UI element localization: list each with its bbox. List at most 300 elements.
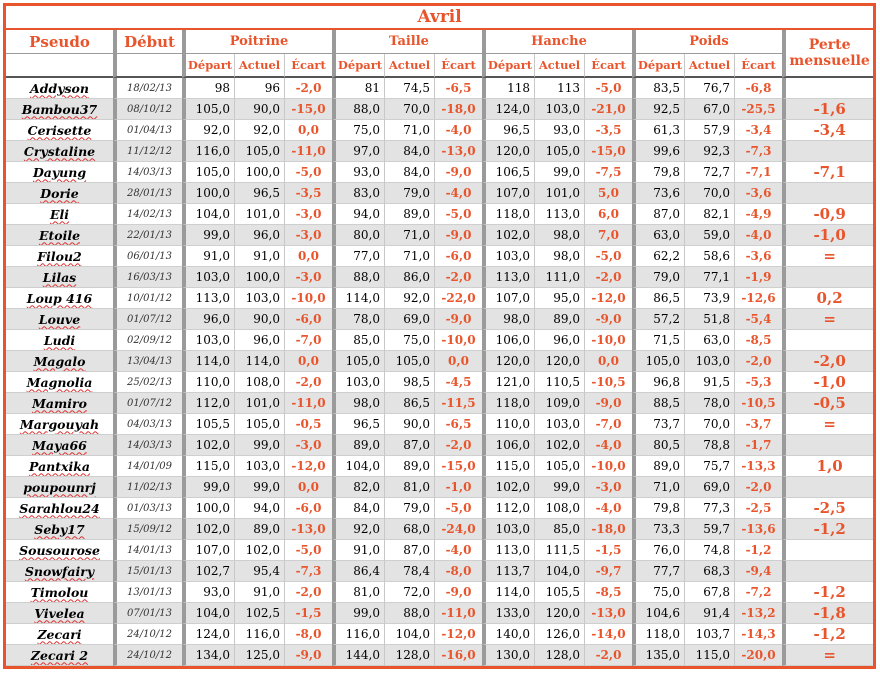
cell-poids-ecart: -8,5 (734, 330, 782, 351)
cell-poitrine-depart: 93,0 (182, 582, 234, 603)
cell-debut: 28/01/13 (113, 183, 182, 204)
cell-hanche-ecart: -10,0 (584, 456, 632, 477)
cell-hanche-ecart: -2,0 (584, 645, 632, 666)
cell-hanche-ecart: -15,0 (584, 141, 632, 162)
cell-poitrine-ecart: -8,0 (284, 624, 332, 645)
cell-taille-actuel: 79,0 (384, 498, 434, 519)
header-hanche: Hanche (482, 30, 632, 54)
cell-poids-ecart: -10,5 (734, 393, 782, 414)
pseudo-text: Maya66 (32, 437, 87, 453)
cell-poitrine-depart: 105,0 (182, 99, 234, 120)
subheader-poids-actuel: Actuel (684, 54, 734, 78)
cell-poitrine-depart: 124,0 (182, 624, 234, 645)
cell-hanche-depart: 140,0 (482, 624, 534, 645)
cell-poids-depart: 79,8 (632, 498, 684, 519)
cell-taille-depart: 80,0 (332, 225, 384, 246)
cell-poitrine-actuel: 100,0 (234, 267, 284, 288)
cell-taille-depart: 78,0 (332, 309, 384, 330)
cell-hanche-actuel: 113,0 (534, 204, 584, 225)
cell-poitrine-actuel: 101,0 (234, 393, 284, 414)
cell-hanche-actuel: 110,5 (534, 372, 584, 393)
cell-taille-ecart: -2,0 (434, 435, 482, 456)
cell-poids-actuel: 73,9 (684, 288, 734, 309)
cell-taille-ecart: -9,0 (434, 225, 482, 246)
header-poids: Poids (632, 30, 782, 54)
cell-poids-ecart: -4,0 (734, 225, 782, 246)
cell-poitrine-depart: 99,0 (182, 477, 234, 498)
cell-perte-mensuelle (782, 141, 873, 162)
pseudo-text: Bambou37 (21, 101, 98, 117)
cell-poids-ecart: -12,6 (734, 288, 782, 309)
cell-debut: 22/01/13 (113, 225, 182, 246)
cell-hanche-depart: 112,0 (482, 498, 534, 519)
cell-poitrine-depart: 96,0 (182, 309, 234, 330)
cell-perte-mensuelle (782, 183, 873, 204)
cell-debut: 07/01/13 (113, 603, 182, 624)
pseudo-text: Magnolia (26, 374, 93, 390)
cell-debut: 01/03/13 (113, 498, 182, 519)
cell-poitrine-depart: 105,5 (182, 414, 234, 435)
cell-poitrine-ecart: -3,0 (284, 204, 332, 225)
cell-poids-ecart: -7,1 (734, 162, 782, 183)
pseudo-text: Zecari 2 (30, 647, 89, 663)
cell-hanche-actuel: 99,0 (534, 162, 584, 183)
cell-poitrine-ecart: -7,0 (284, 330, 332, 351)
cell-taille-ecart: -11,0 (434, 603, 482, 624)
cell-poids-actuel: 91,5 (684, 372, 734, 393)
cell-hanche-ecart: -1,5 (584, 540, 632, 561)
cell-poids-ecart: -1,2 (734, 540, 782, 561)
cell-hanche-depart: 130,0 (482, 645, 534, 666)
cell-poids-ecart: -13,6 (734, 519, 782, 540)
cell-hanche-ecart: -5,0 (584, 78, 632, 99)
cell-perte-mensuelle: 0,2 (782, 288, 873, 309)
cell-poitrine-ecart: 0,0 (284, 477, 332, 498)
cell-poitrine-ecart: -13,0 (284, 519, 332, 540)
cell-poids-depart: 73,7 (632, 414, 684, 435)
pseudo-text: Addyson (30, 80, 89, 96)
cell-poids-actuel: 67,8 (684, 582, 734, 603)
cell-hanche-ecart: -4,0 (584, 435, 632, 456)
cell-poitrine-ecart: 0,0 (284, 246, 332, 267)
cell-taille-ecart: -22,0 (434, 288, 482, 309)
cell-poitrine-depart: 107,0 (182, 540, 234, 561)
cell-perte-mensuelle: -1,8 (782, 603, 873, 624)
table-row (6, 393, 873, 414)
cell-taille-depart: 83,0 (332, 183, 384, 204)
cell-poitrine-actuel: 96,0 (234, 330, 284, 351)
cell-poitrine-ecart: -10,0 (284, 288, 332, 309)
cell-hanche-depart: 118,0 (482, 204, 534, 225)
cell-poitrine-depart: 110,0 (182, 372, 234, 393)
cell-poitrine-actuel: 114,0 (234, 351, 284, 372)
cell-debut: 18/02/13 (113, 78, 182, 99)
cell-perte-mensuelle: -2,5 (782, 498, 873, 519)
cell-taille-actuel: 89,0 (384, 204, 434, 225)
cell-taille-depart: 88,0 (332, 99, 384, 120)
cell-taille-depart: 85,0 (332, 330, 384, 351)
cell-poids-ecart: -5,3 (734, 372, 782, 393)
header-poitrine: Poitrine (182, 30, 332, 54)
table-row (6, 477, 873, 498)
subheader-poids-depart: Départ (632, 54, 684, 78)
cell-poitrine-actuel: 96,0 (234, 225, 284, 246)
cell-poids-actuel: 78,0 (684, 393, 734, 414)
cell-perte-mensuelle: -3,4 (782, 120, 873, 141)
table-row (6, 435, 873, 456)
cell-poids-actuel: 75,7 (684, 456, 734, 477)
cell-taille-depart: 93,0 (332, 162, 384, 183)
cell-poitrine-actuel: 125,0 (234, 645, 284, 666)
cell-poitrine-actuel: 101,0 (234, 204, 284, 225)
table-row (6, 183, 873, 204)
cell-pseudo (6, 120, 113, 141)
cell-poids-ecart: -20,0 (734, 645, 782, 666)
cell-poitrine-depart: 104,0 (182, 603, 234, 624)
cell-poitrine-actuel: 99,0 (234, 477, 284, 498)
cell-taille-actuel: 70,0 (384, 99, 434, 120)
cell-hanche-ecart: -7,0 (584, 414, 632, 435)
cell-hanche-ecart: 7,0 (584, 225, 632, 246)
cell-taille-ecart: -5,0 (434, 204, 482, 225)
cell-poitrine-actuel: 94,0 (234, 498, 284, 519)
cell-poids-ecart: -3,6 (734, 183, 782, 204)
cell-debut: 15/09/12 (113, 519, 182, 540)
cell-poids-ecart: -2,0 (734, 477, 782, 498)
cell-taille-ecart: -4,0 (434, 183, 482, 204)
cell-poitrine-actuel: 91,0 (234, 582, 284, 603)
cell-taille-actuel: 81,0 (384, 477, 434, 498)
pseudo-text: Lilas (42, 269, 77, 285)
cell-taille-ecart: -11,5 (434, 393, 482, 414)
cell-poids-depart: 77,7 (632, 561, 684, 582)
header-debut-blank (113, 54, 182, 78)
cell-taille-actuel: 86,0 (384, 267, 434, 288)
cell-debut: 14/01/13 (113, 540, 182, 561)
cell-poitrine-ecart: -2,0 (284, 372, 332, 393)
cell-poids-ecart: -13,3 (734, 456, 782, 477)
table-row (6, 309, 873, 330)
cell-hanche-depart: 113,0 (482, 540, 534, 561)
cell-taille-ecart: -5,0 (434, 498, 482, 519)
cell-hanche-depart: 103,0 (482, 519, 534, 540)
header-perte-line2: mensuelle (789, 53, 870, 69)
cell-hanche-actuel: 113 (534, 78, 584, 99)
cell-poitrine-ecart: -3,5 (284, 183, 332, 204)
cell-poitrine-ecart: -9,0 (284, 645, 332, 666)
subheader-taille-ecart: Écart (434, 54, 482, 78)
cell-taille-ecart: -4,0 (434, 540, 482, 561)
cell-pseudo (6, 330, 113, 351)
table-row (6, 225, 873, 246)
cell-taille-actuel: 78,4 (384, 561, 434, 582)
cell-poids-depart: 99,6 (632, 141, 684, 162)
cell-poitrine-ecart: 0,0 (284, 351, 332, 372)
pseudo-text: Margouyah (19, 416, 100, 432)
cell-poitrine-ecart: 0,0 (284, 120, 332, 141)
cell-poids-actuel: 82,1 (684, 204, 734, 225)
cell-poids-ecart: -5,4 (734, 309, 782, 330)
cell-poids-depart: 79,0 (632, 267, 684, 288)
cell-debut: 14/01/09 (113, 456, 182, 477)
cell-poitrine-depart: 92,0 (182, 120, 234, 141)
table-row (6, 456, 873, 477)
cell-hanche-depart: 107,0 (482, 183, 534, 204)
cell-poids-ecart: -1,9 (734, 267, 782, 288)
cell-hanche-actuel: 89,0 (534, 309, 584, 330)
cell-poids-ecart: -3,6 (734, 246, 782, 267)
cell-taille-actuel: 87,0 (384, 435, 434, 456)
cell-poitrine-depart: 100,0 (182, 498, 234, 519)
cell-taille-actuel: 74,5 (384, 78, 434, 99)
cell-hanche-depart: 102,0 (482, 225, 534, 246)
cell-debut: 10/01/12 (113, 288, 182, 309)
cell-hanche-actuel: 109,0 (534, 393, 584, 414)
cell-poids-ecart: -3,4 (734, 120, 782, 141)
cell-poitrine-actuel: 102,0 (234, 540, 284, 561)
cell-poitrine-actuel: 90,0 (234, 99, 284, 120)
cell-hanche-ecart: -10,5 (584, 372, 632, 393)
cell-taille-depart: 77,0 (332, 246, 384, 267)
cell-poids-ecart: -9,4 (734, 561, 782, 582)
cell-poids-ecart: -13,2 (734, 603, 782, 624)
cell-taille-actuel: 68,0 (384, 519, 434, 540)
cell-taille-ecart: -9,0 (434, 582, 482, 603)
cell-perte-mensuelle: -0,9 (782, 204, 873, 225)
cell-hanche-ecart: -13,0 (584, 603, 632, 624)
cell-hanche-actuel: 105,0 (534, 141, 584, 162)
cell-poids-ecart: -2,5 (734, 498, 782, 519)
cell-pseudo (6, 78, 113, 99)
table-row (6, 78, 873, 99)
cell-poitrine-ecart: -12,0 (284, 456, 332, 477)
table-row (6, 519, 873, 540)
cell-poids-actuel: 69,0 (684, 477, 734, 498)
table-row (6, 120, 873, 141)
table-body (6, 78, 873, 666)
table-row (6, 162, 873, 183)
header-pseudo-blank (6, 54, 113, 78)
subheader-hanche-ecart: Écart (584, 54, 632, 78)
cell-debut: 06/01/13 (113, 246, 182, 267)
cell-taille-actuel: 69,0 (384, 309, 434, 330)
cell-hanche-actuel: 101,0 (534, 183, 584, 204)
table-row (6, 624, 873, 645)
cell-taille-ecart: -4,5 (434, 372, 482, 393)
cell-pseudo (6, 540, 113, 561)
cell-poids-actuel: 78,8 (684, 435, 734, 456)
cell-poids-depart: 61,3 (632, 120, 684, 141)
cell-taille-depart: 81,0 (332, 582, 384, 603)
cell-poitrine-ecart: -5,0 (284, 162, 332, 183)
cell-hanche-ecart: -14,0 (584, 624, 632, 645)
cell-pseudo (6, 246, 113, 267)
cell-poids-actuel: 77,3 (684, 498, 734, 519)
cell-perte-mensuelle (782, 78, 873, 99)
cell-taille-actuel: 84,0 (384, 141, 434, 162)
pseudo-text: Seby17 (34, 521, 85, 537)
cell-taille-depart: 103,0 (332, 372, 384, 393)
cell-poids-depart: 88,5 (632, 393, 684, 414)
cell-perte-mensuelle: -1,0 (782, 225, 873, 246)
cell-hanche-depart: 133,0 (482, 603, 534, 624)
cell-hanche-depart: 107,0 (482, 288, 534, 309)
cell-taille-depart: 96,5 (332, 414, 384, 435)
cell-poids-ecart: -3,7 (734, 414, 782, 435)
pseudo-text: Snowfairy (24, 563, 95, 579)
cell-pseudo (6, 582, 113, 603)
cell-perte-mensuelle: = (782, 246, 873, 267)
cell-taille-actuel: 128,0 (384, 645, 434, 666)
cell-perte-mensuelle (782, 477, 873, 498)
cell-poitrine-ecart: -11,0 (284, 141, 332, 162)
cell-poids-actuel: 76,7 (684, 78, 734, 99)
cell-poids-depart: 57,2 (632, 309, 684, 330)
cell-pseudo (6, 624, 113, 645)
cell-hanche-actuel: 98,0 (534, 225, 584, 246)
cell-taille-depart: 114,0 (332, 288, 384, 309)
cell-hanche-ecart: -8,5 (584, 582, 632, 603)
cell-hanche-ecart: -9,0 (584, 393, 632, 414)
pseudo-text: Zecari (37, 626, 82, 642)
cell-poids-actuel: 74,8 (684, 540, 734, 561)
cell-poids-depart: 71,0 (632, 477, 684, 498)
cell-poids-ecart: -4,9 (734, 204, 782, 225)
cell-poids-actuel: 57,9 (684, 120, 734, 141)
cell-poitrine-depart: 103,0 (182, 330, 234, 351)
cell-pseudo (6, 456, 113, 477)
cell-debut: 16/03/13 (113, 267, 182, 288)
table-title: Avril (6, 6, 873, 30)
subheader-taille-actuel: Actuel (384, 54, 434, 78)
cell-hanche-actuel: 99,0 (534, 477, 584, 498)
pseudo-text: Eli (49, 206, 70, 222)
cell-hanche-ecart: -2,0 (584, 267, 632, 288)
cell-debut: 08/10/12 (113, 99, 182, 120)
cell-poids-ecart: -25,5 (734, 99, 782, 120)
cell-taille-actuel: 89,0 (384, 456, 434, 477)
cell-taille-ecart: 0,0 (434, 351, 482, 372)
cell-poids-depart: 63,0 (632, 225, 684, 246)
cell-taille-ecart: -13,0 (434, 141, 482, 162)
cell-poitrine-actuel: 108,0 (234, 372, 284, 393)
cell-poitrine-depart: 113,0 (182, 288, 234, 309)
cell-poitrine-ecart: -15,0 (284, 99, 332, 120)
pseudo-text: Ludi (43, 332, 76, 348)
cell-perte-mensuelle: -1,6 (782, 99, 873, 120)
subheader-poitrine-depart: Départ (182, 54, 234, 78)
cell-debut: 01/07/12 (113, 393, 182, 414)
cell-taille-ecart: -4,0 (434, 120, 482, 141)
table-row (6, 603, 873, 624)
subheader-poitrine-actuel: Actuel (234, 54, 284, 78)
cell-pseudo (6, 204, 113, 225)
cell-poids-depart: 104,6 (632, 603, 684, 624)
cell-taille-depart: 89,0 (332, 435, 384, 456)
subheader-hanche-actuel: Actuel (534, 54, 584, 78)
cell-poids-depart: 89,0 (632, 456, 684, 477)
cell-taille-depart: 94,0 (332, 204, 384, 225)
cell-perte-mensuelle: -1,2 (782, 582, 873, 603)
pseudo-text: Dayung (32, 164, 87, 180)
cell-hanche-depart: 124,0 (482, 99, 534, 120)
cell-poids-actuel: 92,3 (684, 141, 734, 162)
cell-taille-ecart: -8,0 (434, 561, 482, 582)
header-debut: Début (113, 30, 182, 54)
pseudo-text: Pantxika (29, 458, 90, 474)
cell-perte-mensuelle: -7,1 (782, 162, 873, 183)
cell-poitrine-depart: 102,0 (182, 435, 234, 456)
cell-hanche-actuel: 120,0 (534, 351, 584, 372)
cell-poitrine-ecart: -3,0 (284, 435, 332, 456)
cell-hanche-depart: 106,0 (482, 330, 534, 351)
cell-taille-actuel: 98,5 (384, 372, 434, 393)
header-perte-line1: Perte (808, 37, 851, 53)
pseudo-text: Etoile (38, 227, 81, 243)
cell-pseudo (6, 561, 113, 582)
cell-hanche-actuel: 93,0 (534, 120, 584, 141)
table-row (6, 645, 873, 666)
cell-hanche-ecart: -9,0 (584, 309, 632, 330)
cell-poids-actuel: 77,1 (684, 267, 734, 288)
cell-taille-actuel: 105,0 (384, 351, 434, 372)
table-row (6, 99, 873, 120)
subheader-hanche-depart: Départ (482, 54, 534, 78)
cell-poitrine-depart: 99,0 (182, 225, 234, 246)
cell-taille-depart: 75,0 (332, 120, 384, 141)
cell-pseudo (6, 519, 113, 540)
cell-taille-depart: 86,4 (332, 561, 384, 582)
cell-poitrine-actuel: 102,5 (234, 603, 284, 624)
cell-poids-ecart: -7,2 (734, 582, 782, 603)
cell-hanche-depart: 110,0 (482, 414, 534, 435)
cell-poitrine-actuel: 90,0 (234, 309, 284, 330)
table-row (6, 267, 873, 288)
cell-perte-mensuelle: = (782, 309, 873, 330)
pseudo-text: Filou2 (37, 248, 82, 264)
cell-taille-actuel: 71,0 (384, 246, 434, 267)
cell-poids-actuel: 91,4 (684, 603, 734, 624)
cell-pseudo (6, 225, 113, 246)
cell-taille-actuel: 104,0 (384, 624, 434, 645)
cell-taille-actuel: 92,0 (384, 288, 434, 309)
cell-taille-actuel: 87,0 (384, 540, 434, 561)
table-row (6, 372, 873, 393)
cell-taille-depart: 91,0 (332, 540, 384, 561)
cell-poitrine-actuel: 92,0 (234, 120, 284, 141)
cell-poids-actuel: 70,0 (684, 183, 734, 204)
cell-hanche-actuel: 111,5 (534, 540, 584, 561)
cell-hanche-depart: 113,7 (482, 561, 534, 582)
cell-poids-depart: 83,5 (632, 78, 684, 99)
subheader-poids-ecart: Écart (734, 54, 782, 78)
cell-debut: 13/01/13 (113, 582, 182, 603)
cell-poitrine-actuel: 116,0 (234, 624, 284, 645)
cell-debut: 11/12/12 (113, 141, 182, 162)
cell-hanche-ecart: -18,0 (584, 519, 632, 540)
cell-poitrine-depart: 105,0 (182, 162, 234, 183)
pseudo-text: Cerisette (27, 122, 92, 138)
cell-hanche-ecart: -7,5 (584, 162, 632, 183)
cell-poitrine-actuel: 105,0 (234, 414, 284, 435)
cell-debut: 14/02/13 (113, 204, 182, 225)
cell-poitrine-actuel: 103,0 (234, 456, 284, 477)
pseudo-text: Sousourose (19, 542, 100, 558)
cell-perte-mensuelle (782, 540, 873, 561)
cell-perte-mensuelle (782, 330, 873, 351)
cell-hanche-depart: 98,0 (482, 309, 534, 330)
cell-poitrine-ecart: -2,0 (284, 78, 332, 99)
